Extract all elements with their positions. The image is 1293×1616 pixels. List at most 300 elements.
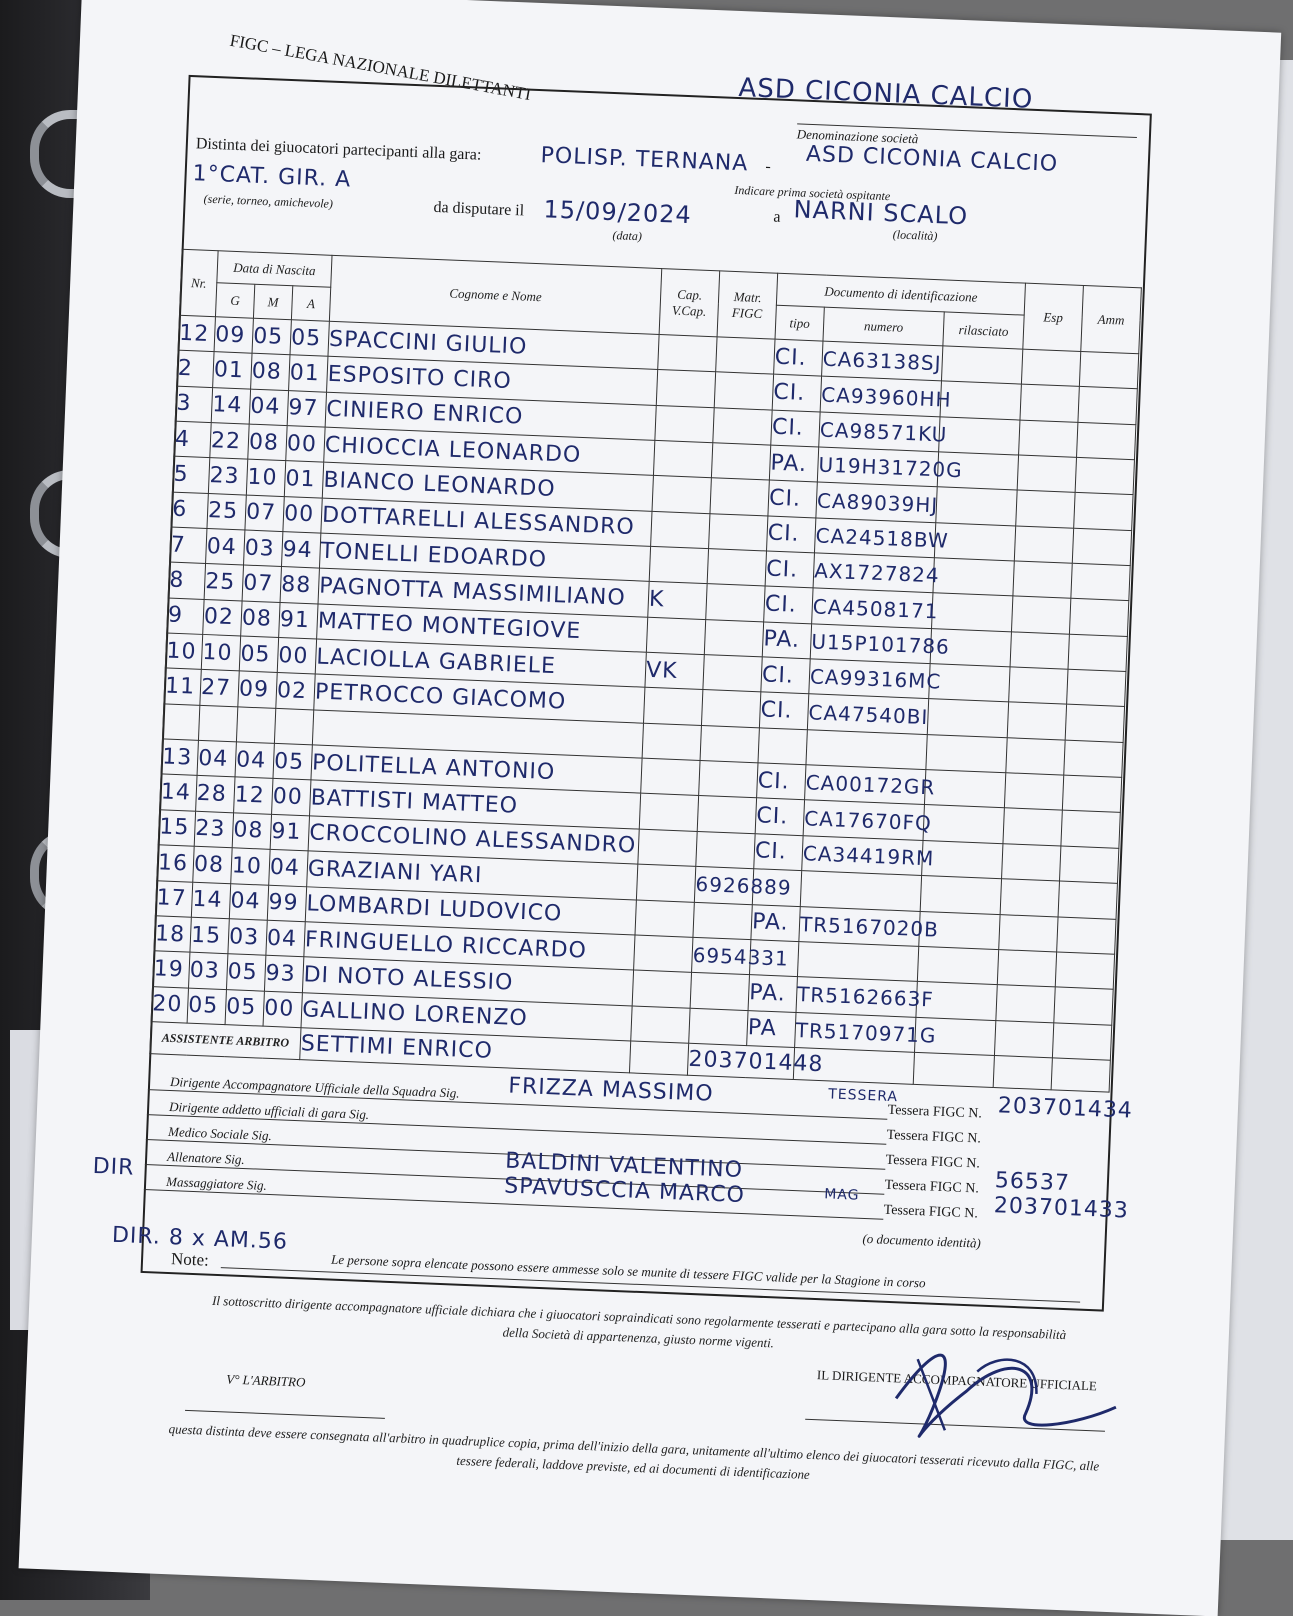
club-label: Denominazione società (796, 123, 1136, 156)
staff-label: Massaggiatore Sig. (165, 1173, 268, 1193)
cell-cap (655, 405, 714, 443)
cell-nr: 14 (160, 774, 197, 811)
cell-matr (707, 549, 766, 587)
cell-esp (1016, 490, 1075, 528)
cell-matr (703, 655, 762, 693)
cell-cap (631, 1005, 690, 1043)
cell-month: 08 (232, 813, 271, 850)
declaration-text: Il sottoscritto dirigente accompagnatore ufficiale dichiara che i giuocatori sopraindicati sono regolarmente tesserati e partecipano alla gara sotto la responsabilità della Società di appartenenza, giusto norme vigenti. (211, 1292, 1067, 1350)
cell-year: 05 (273, 744, 312, 781)
cell-cap (639, 794, 698, 832)
cell-name: MATTEO MONTEGIOVE (317, 604, 648, 653)
cell-month: 04 (249, 389, 288, 426)
cell-doc-number: CA24518BW (814, 518, 935, 558)
cell-name: TONELLI EDOARDO (319, 533, 650, 582)
cell-doc-type: PA. (751, 904, 800, 941)
cell-matr (713, 407, 772, 445)
cell-doc-number: U15P101786 (810, 624, 931, 664)
header-nr: Nr. (179, 249, 218, 316)
cell-doc-number: CA4508171 (812, 588, 933, 628)
cell-matr (699, 761, 758, 799)
cell-amm (1065, 705, 1124, 743)
cell-doc-number: CA17670FQ (803, 800, 924, 840)
cell-month: 12 (234, 777, 273, 814)
cell-matr: 6954331 (692, 937, 751, 975)
cell-month: 08 (241, 601, 280, 638)
cell-matr (701, 690, 760, 728)
cell-esp (1011, 596, 1070, 634)
cell-doc-type: CI. (771, 410, 820, 447)
cell-matr (706, 584, 765, 622)
cell-doc-number: CA93960HH (820, 376, 941, 416)
cell-amm (1078, 387, 1137, 425)
cell-rilasciato (940, 381, 1021, 420)
cell-matr: 6926889 (694, 867, 753, 905)
da-disputare-label: da disputare il (433, 198, 525, 220)
staff-label: Medico Sociale Sig. (167, 1123, 273, 1144)
cell-nr: 20 (151, 986, 188, 1023)
staff-name: FRIZZA MASSIMO (507, 1073, 715, 1107)
cell-nr: 12 (178, 315, 215, 352)
cell-matr (689, 1008, 748, 1046)
cell-month: 05 (239, 636, 278, 673)
cell-day: 14 (191, 882, 230, 919)
match-date: 15/09/2024 (542, 195, 693, 230)
cell-nr: 17 (155, 880, 192, 917)
footer-instructions: questa distinta deve essere consegnata all'arbitro in quadruplice copia, prima dell'inizio della gara, unitamente all'ultimo elenco dei giuocatori tesserati ricevuto dalla FIGC, alle tessere federali, laddove previste, ed ai documenti di identificazione (168, 1421, 1100, 1482)
header-birth: Data di Nascita (217, 251, 332, 288)
cell-cap (636, 864, 695, 902)
players-table (149, 249, 1142, 1093)
cell-matr (711, 443, 770, 481)
cell-matr (716, 337, 775, 375)
cell-rilasciato (924, 770, 1005, 809)
cell-doc-type: CI. (772, 374, 821, 411)
cell-amm (1079, 351, 1138, 389)
cell-cap (652, 476, 711, 514)
note-label: Note: (170, 1249, 210, 1270)
cell-name: LACIOLLA GABRIELE (315, 639, 646, 688)
cell-cap: VK (645, 652, 704, 690)
cell-doc-type: CI. (757, 763, 806, 800)
tessera-number: 203701433 (993, 1193, 1130, 1224)
cell-matr (690, 972, 749, 1010)
cell-name: PETROCCO GIACOMO (314, 674, 645, 723)
cell-doc-type: PA. (762, 622, 811, 659)
cell-month: 07 (242, 565, 281, 602)
note-text: Le persone sopra elencate possono essere ammesse solo se munite di tessere FIGC valide per la Stagione in corso (330, 1251, 926, 1291)
cell-year: 91 (279, 602, 318, 639)
cell-month: 10 (246, 459, 285, 496)
cell-month: 10 (231, 848, 270, 885)
cell-matr (714, 372, 773, 410)
cell-name: SPACCINI GIULIO (328, 321, 659, 370)
cell-name: CINIERO ENRICO (325, 392, 656, 441)
cell-name: GRAZIANI YARI (307, 851, 638, 900)
cell-day: 05 (187, 988, 226, 1025)
cell-esp (999, 914, 1058, 952)
cell-year: 04 (266, 920, 305, 957)
cell-cap: K (648, 582, 707, 620)
cell-doc-type: CI. (768, 480, 817, 517)
staff-label: Allenatore Sig. (166, 1148, 245, 1168)
cell-esp (1006, 738, 1065, 776)
cell-month: 08 (251, 354, 290, 391)
cell-cap (653, 440, 712, 478)
header-cap: Cap. V.Cap. (659, 269, 720, 337)
cell-day: 03 (189, 952, 228, 989)
dirigente-label: IL DIRIGENTE ACCOMPAGNATORE UFFICIALE (816, 1367, 1098, 1394)
cell-day: 02 (203, 599, 242, 636)
cell-doc-number (800, 871, 921, 911)
cell-name: GALLINO LORENZO (301, 992, 632, 1041)
cell-name: CROCCOLINO ALESSANDRO (308, 816, 639, 865)
cell-doc-type: CI. (774, 339, 823, 376)
cell-cap (638, 829, 697, 867)
cell-year: 91 (270, 814, 309, 851)
cell-day: 25 (207, 493, 246, 530)
cell-year: 02 (276, 673, 315, 710)
cell-doc-type: CI. (755, 798, 804, 835)
cell-amm (1069, 599, 1128, 637)
cell-rilasciato (920, 876, 1001, 915)
cell-cap (651, 511, 710, 549)
cell-year: 00 (286, 426, 325, 463)
cell-nr (162, 704, 199, 741)
cell-year: 01 (284, 461, 323, 498)
dirigente-signature (874, 1328, 1139, 1458)
cell-doc-number: CA00172GR (805, 765, 926, 805)
cell-month: 04 (229, 883, 268, 920)
doc-identita-label: (o documento identità) (862, 1230, 982, 1251)
staff-note: MAG (823, 1186, 860, 1204)
cell-rilasciato (937, 452, 1018, 491)
cell-amm (1060, 846, 1119, 884)
staff-name: BALDINI VALENTINO (504, 1148, 744, 1184)
cell-name: ESPOSITO CIRO (327, 357, 658, 406)
cell-nr: 6 (171, 492, 208, 529)
cell-doc-type: CI. (767, 516, 816, 553)
cell-matr (709, 513, 768, 551)
header-esp: Esp (1023, 283, 1084, 351)
cell-amm (1072, 528, 1131, 566)
header-tipo: tipo (775, 305, 824, 341)
cell-amm (1064, 740, 1123, 778)
cell-day: 27 (200, 670, 239, 707)
cell-amm (1057, 916, 1116, 954)
cell-day: 08 (193, 846, 232, 883)
cell-doc-number: TR5167020B (799, 906, 920, 946)
assistant-matr: 203701448 (687, 1043, 794, 1079)
staff-name: SPAVUSCCIA MARCO (503, 1173, 746, 1209)
cell-esp (1004, 773, 1063, 811)
cell-rilasciato (939, 417, 1020, 456)
distinta-sheet: FIGC – LEGA NAZIONALE DILETTANTI ASD CICONIA CALCIO Denominazione società Distinta dei giuocatori partecipanti alla gara: POLISP. TERNANA - ASD CICONIA CALCIO Indicare prima società ospitante 1°CAT. GIR. A (serie, torneo, amichevole) da disputare il 15/09/2024 (data) a NARNI SCALO (località) Nr. Data di Nascita Cognome e Nome Cap. V.Cap. Matr. FIGC Documento di identificazione Esp Amm G M A tipo numero rilasciato 12 09 05 05 SPACCINI GIULIO CI. CA63138SJ 2 01 08 01 ESPOSITO CIRO CI. CA93960HH 3 14 04 97 CINIERO ENRICO CI. CA98571KU 4 22 08 00 CHIOCCIA LEONARDO PA. U19H31720G 5 23 10 01 BIANCO LEONARDO CI. CA89039HJ 6 25 07 00 DOTTARELLI ALESSANDRO CI. CA24518BW 7 04 03 94 TONELLI EDOARDO CI. AX1727824 8 25 07 88 PAGNOTTA MASSIMILIANO K CI. CA4508171 9 02 08 91 MATTEO MONTEGIOVE PA. U15P101786 10 10 05 00 LACIOLLA GABRIELE VK CI. CA99316MC 11 27 09 02 PETROCCO GIACOMO CI. CA47540BI 13 04 04 05 POLITELLA ANTONIO CI. CA00172GR 14 28 12 00 BATTISTI MATTEO CI. CA17670FQ 15 23 08 91 CROCCOLINO ALESSANDRO CI. CA34419RM 16 08 10 04 GRAZIANI YARI 6926889 17 14 04 99 LOMBARDI LUDOVICO PA. TR5167020B 18 15 03 04 FRINGUELLO RICCARDO 6954331 19 03 05 93 DI NOTO ALESSIO PA. TR5162663F 20 05 05 00 GALLINO LORENZO PA TR5170971G ASSISTENTE ARBITRO SETTIMI ENRICO 203701448 Dirigente Accompagnatore Ufficiale della Squadra Sig. FRIZZA MASSIMO TESSERA Tessera FIGC N. 203701434 Dirigente addetto ufficiali di gara Sig. Tessera FIGC N. Medico Sociale Sig. Tessera FIGC N. Allenatore Sig. BALDINI VALENTINO Tessera FIGC N. 56537 Massaggiatore Sig. SPAVUSCCIA MARCO MAG Tessera FIGC N. 203701433 (o documento identità) DIR DIR. 8 x AM.56 Note: Le persone sopra elencate possono essere ammesse solo se munite di tessere FIGC valide per la Stagione in corso Il sottoscritto dirigente accompagnatore ufficiale dichiara che i giuocatori sopraindicati sono regolarmente tesserati e partecipano alla gara sotto la responsabilità della Società di appartenenza, giusto norme vigenti. V° L'ARBITRO IL DIRIGENTE ACCOMPAGNATORE UFFICIALE questa distinta deve essere consegnata all'arbitro in quadruplice copia, prima dell'inizio della gara, unitamente all'ultimo elenco dei giuocatori tesserati ricevuto dalla FIGC, alle tessere federali, laddove previste, ed ai documenti di identificazione (19, 0, 1282, 1616)
cell-month: 05 (225, 989, 264, 1026)
cell-name: BIANCO LEONARDO (322, 463, 653, 512)
cell-month: 05 (252, 318, 291, 355)
cell-month (236, 707, 275, 744)
header-matr: Matr. FIGC (717, 271, 778, 339)
cell-day: 04 (197, 740, 236, 777)
cell-name: DOTTARELLI ALESSANDRO (321, 498, 652, 547)
cell-matr (697, 796, 756, 834)
tessera-label: Tessera FIGC N. (883, 1202, 979, 1222)
cell-doc-type: PA. (748, 975, 797, 1012)
cell-nr: 15 (158, 810, 195, 847)
header-m: M (253, 284, 292, 319)
cell-day (198, 705, 237, 742)
cell-day: 25 (204, 564, 243, 601)
cell-doc-number: TR5162663F (796, 977, 917, 1017)
cell-doc-type: CI. (765, 551, 814, 588)
cell-nr: 18 (154, 916, 191, 953)
cell-doc-type: CI. (764, 586, 813, 623)
cell-amm (1058, 881, 1117, 919)
cell-amm (1068, 634, 1127, 672)
cell-nr: 5 (172, 456, 209, 493)
cell-cap (635, 900, 694, 938)
header-amm: Amm (1081, 285, 1142, 353)
cell-matr (696, 831, 755, 869)
cell-month: 08 (248, 424, 287, 461)
cell-amm (1052, 1022, 1111, 1060)
margin-note-dir: DIR (92, 1153, 135, 1181)
cell-matr (704, 619, 763, 657)
cell-matr (693, 902, 752, 940)
cell-doc-type (752, 869, 801, 906)
cell-year: 94 (281, 532, 320, 569)
match-location: NARNI SCALO (793, 195, 969, 231)
cell-day: 04 (206, 529, 245, 566)
cell-year: 01 (289, 355, 328, 392)
assistant-label: ASSISTENTE ARBITRO (150, 1022, 301, 1060)
cell-rilasciato (929, 664, 1010, 703)
location-label: (località) (892, 227, 938, 244)
cell-year: 97 (287, 390, 326, 427)
staff-label: Dirigente Accompagnatore Ufficiale della Squadra Sig. (169, 1073, 460, 1101)
cell-doc-number: CA47540BI (807, 694, 928, 734)
cell-month: 05 (226, 954, 265, 991)
cell-day: 23 (208, 458, 247, 495)
cell-doc-number: AX1727824 (813, 553, 934, 593)
cell-esp (1017, 455, 1076, 493)
cell-amm (1055, 952, 1114, 990)
cell-esp (1019, 420, 1078, 458)
cell-day: 15 (190, 917, 229, 954)
cell-day: 09 (214, 317, 253, 354)
cell-amm (1054, 987, 1113, 1025)
cell-year (274, 708, 313, 745)
referee-label: V° L'ARBITRO (226, 1371, 306, 1390)
cell-rilasciato (934, 522, 1015, 561)
tessera-label: Tessera FIGC N. (885, 1152, 981, 1172)
cell-doc-number (797, 941, 918, 981)
tessera-label: Tessera FIGC N. (887, 1102, 983, 1122)
cell-cap (656, 370, 715, 408)
staff-label: Dirigente addetto ufficiali di gara Sig. (168, 1098, 370, 1122)
cell-year: 04 (269, 849, 308, 886)
cell-amm (1075, 457, 1134, 495)
cell-rilasciato (919, 911, 1000, 950)
cell-month: 07 (245, 495, 284, 532)
cell-cap (642, 723, 701, 761)
cell-esp (1020, 384, 1079, 422)
cell-amm (1074, 493, 1133, 531)
cell-nr: 10 (165, 633, 202, 670)
cell-nr: 11 (164, 668, 201, 705)
cell-doc-type: PA (747, 1010, 796, 1047)
cell-nr: 3 (175, 386, 212, 423)
date-label: (data) (612, 228, 643, 244)
cell-nr: 16 (157, 845, 194, 882)
cell-name: CHIOCCIA LEONARDO (324, 427, 655, 476)
cell-cap (658, 334, 717, 372)
cell-nr: 9 (167, 598, 204, 635)
cell-name: PAGNOTTA MASSIMILIANO (318, 568, 649, 617)
cell-rilasciato (915, 1017, 996, 1056)
cell-year: 05 (290, 320, 329, 357)
cell-day: 22 (210, 423, 249, 460)
tessera-label: Tessera FIGC N. (884, 1177, 980, 1197)
cell-esp (1014, 526, 1073, 564)
cell-rilasciato (922, 840, 1003, 879)
cell-esp (996, 985, 1055, 1023)
cell-doc-number: U19H31720G (817, 447, 938, 487)
cell-doc-number: TR5170971G (795, 1012, 916, 1052)
cell-year: 99 (267, 885, 306, 922)
cell-day: 28 (196, 776, 235, 813)
home-team: POLISP. TERNANA (540, 143, 749, 177)
cell-rilasciato (930, 628, 1011, 667)
header-name: Cognome e Nome (329, 255, 661, 334)
cell-nr: 7 (170, 527, 207, 564)
cell-rilasciato (916, 982, 997, 1021)
cell-amm (1071, 563, 1130, 601)
cell-esp (1010, 632, 1069, 670)
cell-esp (1003, 808, 1062, 846)
tessera-number: 203701434 (997, 1093, 1134, 1124)
cell-doc-number: CA98571KU (819, 412, 940, 452)
header-a: A (291, 286, 330, 321)
cell-nr: 13 (161, 739, 198, 776)
assistant-name: SETTIMI ENRICO (300, 1028, 631, 1073)
cell-rilasciato (917, 946, 998, 985)
cell-doc-type: CI. (759, 692, 808, 729)
header-doc: Documento di identificazione (776, 273, 1025, 315)
cell-doc-number: CA99316MC (809, 659, 930, 699)
club-name: ASD CICONIA CALCIO (737, 72, 1034, 115)
cell-esp (1013, 561, 1072, 599)
cell-year: 93 (264, 955, 303, 992)
cell-year: 00 (272, 779, 311, 816)
cell-name: DI NOTO ALESSIO (302, 957, 633, 1006)
cell-esp (1009, 667, 1068, 705)
header-g: G (215, 283, 254, 318)
cell-cap (641, 758, 700, 796)
cell-year: 00 (263, 991, 302, 1028)
cell-rilasciato (933, 558, 1014, 597)
cell-rilasciato (926, 734, 1007, 773)
cell-matr (700, 725, 759, 763)
cell-esp (1000, 879, 1059, 917)
cell-amm (1061, 811, 1120, 849)
cell-day: 14 (211, 387, 250, 424)
cell-doc-type: CI. (761, 657, 810, 694)
tessera-label: Tessera FIGC N. (886, 1127, 982, 1147)
margin-note-dir-extra: DIR. 8 x AM.56 (111, 1222, 289, 1255)
cell-day: 10 (201, 635, 240, 672)
cell-rilasciato (936, 487, 1017, 526)
cell-doc-type (749, 940, 798, 977)
cell-amm (1077, 422, 1136, 460)
cell-day: 01 (213, 352, 252, 389)
cell-month: 03 (244, 530, 283, 567)
cell-day: 23 (194, 811, 233, 848)
cell-rilasciato (941, 346, 1022, 385)
a-label: a (773, 208, 781, 226)
cell-cap (649, 546, 708, 584)
cell-amm (1062, 775, 1121, 813)
cell-name: LOMBARDI LUDOVICO (305, 886, 636, 935)
staff-note: TESSERA (827, 1086, 899, 1106)
cell-nr: 8 (168, 562, 205, 599)
teams-hint: Indicare prima società ospitante (734, 182, 891, 204)
cell-name: BATTISTI MATTEO (310, 780, 641, 829)
league-title: FIGC – LEGA NAZIONALE DILETTANTI (228, 30, 533, 105)
cell-month: 09 (238, 671, 277, 708)
cell-name: FRINGUELLO RICCARDO (304, 922, 635, 971)
cell-esp (994, 1020, 1053, 1058)
distinta-label: Distinta dei giuocatori partecipanti alla gara: (195, 135, 482, 164)
cell-amm (1067, 669, 1126, 707)
header-rilasciato: rilasciato (943, 312, 1024, 349)
cell-rilasciato (932, 593, 1013, 632)
cell-nr: 4 (174, 421, 211, 458)
cell-year: 00 (283, 496, 322, 533)
cell-name: POLITELLA ANTONIO (311, 745, 642, 794)
cell-cap (646, 617, 705, 655)
competition: 1°CAT. GIR. A (192, 161, 352, 193)
cell-matr (710, 478, 769, 516)
tessera-number: 56537 (994, 1168, 1071, 1197)
cell-year: 88 (280, 567, 319, 604)
cell-month: 03 (228, 919, 267, 956)
cell-rilasciato (927, 699, 1008, 738)
cell-doc-type (758, 728, 807, 765)
cell-cap (644, 688, 703, 726)
cell-rilasciato (923, 805, 1004, 844)
cell-doc-type: CI. (754, 834, 803, 871)
cell-esp (1002, 844, 1061, 882)
cell-esp (997, 949, 1056, 987)
cell-year: 00 (277, 638, 316, 675)
cell-doc-number: CA34419RM (802, 835, 923, 875)
cell-doc-type: PA. (769, 445, 818, 482)
away-team: ASD CICONIA CALCIO (805, 141, 1059, 177)
cell-month: 04 (235, 742, 274, 779)
header-numero: numero (823, 307, 944, 346)
cell-nr: 19 (153, 951, 190, 988)
competition-label: (serie, torneo, amichevole) (203, 191, 334, 211)
cell-nr: 2 (177, 351, 214, 388)
cell-cap (634, 935, 693, 973)
cell-esp (1021, 349, 1080, 387)
cell-esp (1007, 702, 1066, 740)
cell-cap (632, 970, 691, 1008)
cell-doc-number: CA89039HJ (816, 482, 937, 522)
cell-doc-number: CA63138SJ (822, 341, 943, 381)
